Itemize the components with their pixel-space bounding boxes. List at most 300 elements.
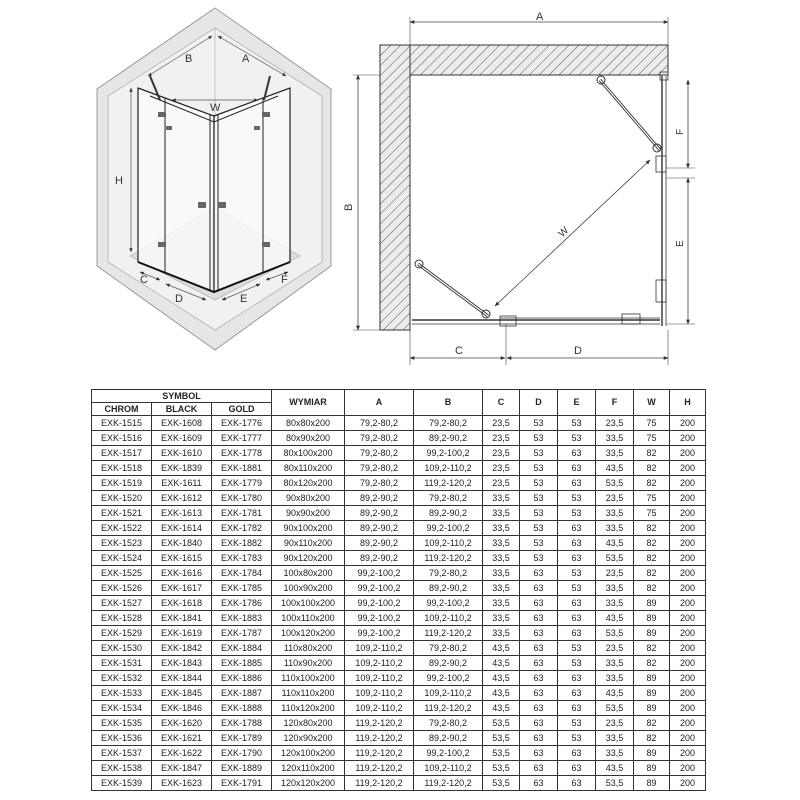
table-cell: 99,2-100,2 bbox=[414, 671, 483, 686]
table-cell: EXK-1526 bbox=[92, 581, 152, 596]
table-cell: 200 bbox=[670, 506, 706, 521]
table-cell: EXK-1886 bbox=[212, 671, 272, 686]
table-cell: EXK-1888 bbox=[212, 701, 272, 716]
table-cell: EXK-1790 bbox=[212, 746, 272, 761]
table-row bbox=[92, 641, 706, 656]
table-cell: 63 bbox=[520, 581, 558, 596]
table-cell: EXK-1530 bbox=[92, 641, 152, 656]
table-cell: 82 bbox=[634, 551, 670, 566]
table-cell: EXK-1881 bbox=[212, 461, 272, 476]
table-cell: 43,5 bbox=[596, 611, 634, 626]
table-cell: 63 bbox=[558, 686, 596, 701]
plan-label-b: B bbox=[343, 203, 355, 211]
table-cell: 82 bbox=[634, 521, 670, 536]
plan-label-w: W bbox=[556, 225, 572, 240]
table-cell: 89 bbox=[634, 701, 670, 716]
table-row bbox=[92, 551, 706, 566]
table-cell: 110x90x200 bbox=[272, 656, 345, 671]
table-cell: 82 bbox=[634, 641, 670, 656]
iso-label-d: D bbox=[175, 293, 183, 305]
col-header-black: BLACK bbox=[152, 403, 212, 416]
table-row bbox=[92, 506, 706, 521]
table-cell: 33,5 bbox=[596, 446, 634, 461]
table-cell: 200 bbox=[670, 521, 706, 536]
symbol-header: SYMBOL bbox=[92, 390, 272, 403]
table-cell: 89 bbox=[634, 626, 670, 641]
table-cell: 63 bbox=[558, 626, 596, 641]
table-cell: 200 bbox=[670, 641, 706, 656]
iso-label-b: B bbox=[185, 53, 193, 65]
col-header-f: F bbox=[596, 390, 634, 416]
table-cell: 90x100x200 bbox=[272, 521, 345, 536]
table-cell: 82 bbox=[634, 566, 670, 581]
table-cell: 89 bbox=[634, 671, 670, 686]
table-cell: 33,5 bbox=[596, 521, 634, 536]
table-cell: 33,5 bbox=[596, 671, 634, 686]
table-cell: 79,2-80,2 bbox=[345, 476, 414, 491]
table-cell: 82 bbox=[634, 731, 670, 746]
table-row bbox=[92, 536, 706, 551]
table-cell: EXK-1882 bbox=[212, 536, 272, 551]
table-cell: 33,5 bbox=[483, 581, 520, 596]
table-cell: 23,5 bbox=[483, 461, 520, 476]
plan-label-e: E bbox=[675, 240, 686, 247]
table-cell: EXK-1840 bbox=[152, 536, 212, 551]
table-cell: 89,2-90,2 bbox=[345, 521, 414, 536]
table-cell: 82 bbox=[634, 716, 670, 731]
table-cell: 99,2-100,2 bbox=[345, 611, 414, 626]
table-row bbox=[92, 626, 706, 641]
table-cell: 53,5 bbox=[596, 701, 634, 716]
table-cell: 79,2-80,2 bbox=[414, 416, 483, 431]
table-cell: 80x100x200 bbox=[272, 446, 345, 461]
table-row bbox=[92, 476, 706, 491]
table-cell: 33,5 bbox=[596, 506, 634, 521]
table-row bbox=[92, 761, 706, 776]
table-cell: EXK-1845 bbox=[152, 686, 212, 701]
table-cell: EXK-1609 bbox=[152, 431, 212, 446]
table-cell: 82 bbox=[634, 581, 670, 596]
table-cell: 119,2-120,2 bbox=[414, 626, 483, 641]
table-cell: 109,2-110,2 bbox=[414, 461, 483, 476]
table-cell: 33,5 bbox=[596, 596, 634, 611]
table-cell: 99,2-100,2 bbox=[345, 566, 414, 581]
table-cell: 89 bbox=[634, 596, 670, 611]
iso-label-w: W bbox=[210, 102, 221, 114]
table-cell: EXK-1620 bbox=[152, 716, 212, 731]
col-header-b: B bbox=[414, 390, 483, 416]
table-cell: EXK-1612 bbox=[152, 491, 212, 506]
table-cell: 23,5 bbox=[483, 416, 520, 431]
table-cell: 200 bbox=[670, 776, 706, 791]
table-cell: 53 bbox=[558, 716, 596, 731]
table-cell: 200 bbox=[670, 686, 706, 701]
table-row bbox=[92, 716, 706, 731]
table-cell: 89 bbox=[634, 746, 670, 761]
table-cell: 82 bbox=[634, 461, 670, 476]
table-cell: 63 bbox=[520, 656, 558, 671]
table-cell: 100x100x200 bbox=[272, 596, 345, 611]
table-cell: EXK-1518 bbox=[92, 461, 152, 476]
table-cell: 33,5 bbox=[483, 491, 520, 506]
table-cell: 75 bbox=[634, 506, 670, 521]
table-cell: 53 bbox=[558, 491, 596, 506]
table-cell: 53 bbox=[558, 731, 596, 746]
table-cell: EXK-1618 bbox=[152, 596, 212, 611]
table-cell: 119,2-120,2 bbox=[345, 731, 414, 746]
table-cell: EXK-1614 bbox=[152, 521, 212, 536]
table-cell: 53 bbox=[520, 416, 558, 431]
table-cell: 200 bbox=[670, 671, 706, 686]
table-cell: EXK-1776 bbox=[212, 416, 272, 431]
plan-label-c: C bbox=[455, 345, 463, 357]
table-row bbox=[92, 431, 706, 446]
table-cell: 82 bbox=[634, 476, 670, 491]
table-cell: 63 bbox=[558, 611, 596, 626]
table-row bbox=[92, 596, 706, 611]
table-cell: 63 bbox=[520, 596, 558, 611]
table-cell: 53 bbox=[520, 521, 558, 536]
table-cell: EXK-1781 bbox=[212, 506, 272, 521]
table-cell: EXK-1843 bbox=[152, 656, 212, 671]
table-row bbox=[92, 581, 706, 596]
table-cell: 79,2-80,2 bbox=[414, 641, 483, 656]
table-row bbox=[92, 746, 706, 761]
table-cell: 63 bbox=[558, 446, 596, 461]
table-row bbox=[92, 701, 706, 716]
table-cell: 79,2-80,2 bbox=[414, 716, 483, 731]
table-cell: EXK-1613 bbox=[152, 506, 212, 521]
table-cell: 53,5 bbox=[596, 626, 634, 641]
table-cell: 200 bbox=[670, 446, 706, 461]
table-cell: 119,2-120,2 bbox=[345, 776, 414, 791]
table-cell: 99,2-100,2 bbox=[345, 596, 414, 611]
table-cell: 89,2-90,2 bbox=[414, 506, 483, 521]
table-cell: 89,2-90,2 bbox=[414, 656, 483, 671]
table-cell: 119,2-120,2 bbox=[414, 551, 483, 566]
table-cell: EXK-1789 bbox=[212, 731, 272, 746]
table-cell: 100x80x200 bbox=[272, 566, 345, 581]
table-cell: 33,5 bbox=[483, 596, 520, 611]
table-cell: 53 bbox=[558, 416, 596, 431]
table-cell: 89,2-90,2 bbox=[345, 551, 414, 566]
table-row bbox=[92, 671, 706, 686]
iso-label-h: H bbox=[115, 175, 123, 187]
table-cell: 120x120x200 bbox=[272, 776, 345, 791]
table-cell: 23,5 bbox=[596, 491, 634, 506]
table-cell: 63 bbox=[520, 641, 558, 656]
table-cell: 80x110x200 bbox=[272, 461, 345, 476]
table-cell: 23,5 bbox=[596, 566, 634, 581]
table-cell: EXK-1785 bbox=[212, 581, 272, 596]
table-cell: EXK-1621 bbox=[152, 731, 212, 746]
table-cell: 119,2-120,2 bbox=[414, 776, 483, 791]
table-cell: 110x80x200 bbox=[272, 641, 345, 656]
table-cell: EXK-1619 bbox=[152, 626, 212, 641]
table-cell: 200 bbox=[670, 416, 706, 431]
table-cell: EXK-1523 bbox=[92, 536, 152, 551]
table-row bbox=[92, 461, 706, 476]
table-cell: 80x120x200 bbox=[272, 476, 345, 491]
table-cell: 200 bbox=[670, 566, 706, 581]
table-cell: 89,2-90,2 bbox=[345, 506, 414, 521]
table-cell: 43,5 bbox=[483, 656, 520, 671]
table-cell: 89 bbox=[634, 686, 670, 701]
table-cell: 200 bbox=[670, 476, 706, 491]
table-cell: 200 bbox=[670, 746, 706, 761]
table-cell: 200 bbox=[670, 761, 706, 776]
table-cell: 120x90x200 bbox=[272, 731, 345, 746]
table-cell: 100x110x200 bbox=[272, 611, 345, 626]
table-cell: EXK-1528 bbox=[92, 611, 152, 626]
table-cell: EXK-1529 bbox=[92, 626, 152, 641]
table-cell: 79,2-80,2 bbox=[345, 461, 414, 476]
table-cell: EXK-1883 bbox=[212, 611, 272, 626]
table-cell: 200 bbox=[670, 716, 706, 731]
table-cell: 63 bbox=[520, 731, 558, 746]
table-cell: 200 bbox=[670, 581, 706, 596]
table-cell: 63 bbox=[520, 701, 558, 716]
table-cell: 110x110x200 bbox=[272, 686, 345, 701]
table-cell: 63 bbox=[558, 536, 596, 551]
table-cell: 89 bbox=[634, 776, 670, 791]
table-cell: 109,2-110,2 bbox=[345, 701, 414, 716]
table-cell: 63 bbox=[520, 716, 558, 731]
table-cell: EXK-1527 bbox=[92, 596, 152, 611]
table-cell: 200 bbox=[670, 656, 706, 671]
table-cell: EXK-1610 bbox=[152, 446, 212, 461]
table-cell: 100x120x200 bbox=[272, 626, 345, 641]
table-cell: 200 bbox=[670, 536, 706, 551]
table-cell: EXK-1777 bbox=[212, 431, 272, 446]
table-cell: 23,5 bbox=[483, 431, 520, 446]
table-cell: EXK-1885 bbox=[212, 656, 272, 671]
table-cell: 53,5 bbox=[483, 761, 520, 776]
iso-label-f: F bbox=[281, 274, 288, 286]
table-cell: 33,5 bbox=[483, 506, 520, 521]
table-row bbox=[92, 521, 706, 536]
table-cell: EXK-1841 bbox=[152, 611, 212, 626]
table-cell: 99,2-100,2 bbox=[345, 626, 414, 641]
table-cell: 109,2-110,2 bbox=[345, 656, 414, 671]
table-cell: EXK-1780 bbox=[212, 491, 272, 506]
table-cell: 110x120x200 bbox=[272, 701, 345, 716]
table-cell: 200 bbox=[670, 461, 706, 476]
table-cell: EXK-1519 bbox=[92, 476, 152, 491]
table-cell: 99,2-100,2 bbox=[414, 746, 483, 761]
table-cell: 33,5 bbox=[483, 551, 520, 566]
table-cell: 43,5 bbox=[596, 461, 634, 476]
table-cell: 79,2-80,2 bbox=[414, 491, 483, 506]
table-cell: EXK-1617 bbox=[152, 581, 212, 596]
table-cell: EXK-1783 bbox=[212, 551, 272, 566]
table-cell: 110x100x200 bbox=[272, 671, 345, 686]
table-cell: 75 bbox=[634, 431, 670, 446]
table-cell: 43,5 bbox=[483, 701, 520, 716]
table-cell: EXK-1524 bbox=[92, 551, 152, 566]
table-cell: 99,2-100,2 bbox=[414, 521, 483, 536]
table-cell: 119,2-120,2 bbox=[414, 476, 483, 491]
table-cell: 63 bbox=[520, 671, 558, 686]
col-header-wymiar: WYMIAR bbox=[272, 390, 345, 416]
table-cell: 53 bbox=[520, 461, 558, 476]
table-cell: 89,2-90,2 bbox=[414, 581, 483, 596]
table-cell: 43,5 bbox=[596, 686, 634, 701]
table-cell: EXK-1889 bbox=[212, 761, 272, 776]
table-row bbox=[92, 656, 706, 671]
table-cell: 109,2-110,2 bbox=[345, 641, 414, 656]
table-cell: 90x90x200 bbox=[272, 506, 345, 521]
table-cell: 33,5 bbox=[483, 566, 520, 581]
table-cell: 33,5 bbox=[596, 581, 634, 596]
table-row bbox=[92, 566, 706, 581]
table-cell: 63 bbox=[558, 701, 596, 716]
table-cell: 90x110x200 bbox=[272, 536, 345, 551]
table-cell: 119,2-120,2 bbox=[414, 701, 483, 716]
table-row bbox=[92, 446, 706, 461]
table-cell: 23,5 bbox=[596, 416, 634, 431]
table-row bbox=[92, 731, 706, 746]
table-cell: EXK-1615 bbox=[152, 551, 212, 566]
table-cell: 53 bbox=[520, 506, 558, 521]
table-cell: 53 bbox=[558, 431, 596, 446]
col-header-e: E bbox=[558, 390, 596, 416]
table-cell: 82 bbox=[634, 656, 670, 671]
table-cell: 79,2-80,2 bbox=[345, 431, 414, 446]
table-cell: 63 bbox=[520, 776, 558, 791]
table-row bbox=[92, 686, 706, 701]
table-cell: 63 bbox=[558, 776, 596, 791]
table-cell: 63 bbox=[520, 761, 558, 776]
table-cell: 200 bbox=[670, 731, 706, 746]
table-cell: EXK-1611 bbox=[152, 476, 212, 491]
table-cell: 109,2-110,2 bbox=[414, 686, 483, 701]
technical-drawings bbox=[0, 0, 800, 390]
table-cell: EXK-1534 bbox=[92, 701, 152, 716]
table-cell: 53,5 bbox=[596, 551, 634, 566]
table-cell: 100x90x200 bbox=[272, 581, 345, 596]
table-cell: 63 bbox=[520, 686, 558, 701]
table-cell: EXK-1616 bbox=[152, 566, 212, 581]
table-cell: 53,5 bbox=[483, 776, 520, 791]
table-cell: EXK-1842 bbox=[152, 641, 212, 656]
col-header-gold: GOLD bbox=[212, 403, 272, 416]
table-cell: EXK-1622 bbox=[152, 746, 212, 761]
table-cell: EXK-1788 bbox=[212, 716, 272, 731]
table-cell: 63 bbox=[558, 671, 596, 686]
table-cell: EXK-1839 bbox=[152, 461, 212, 476]
table-cell: 53,5 bbox=[596, 476, 634, 491]
table-row bbox=[92, 611, 706, 626]
table-cell: EXK-1521 bbox=[92, 506, 152, 521]
table-row bbox=[92, 416, 706, 431]
table-cell: 89,2-90,2 bbox=[345, 536, 414, 551]
table-cell: 63 bbox=[520, 566, 558, 581]
table-cell: 53 bbox=[520, 446, 558, 461]
specification-table bbox=[91, 389, 706, 791]
table-cell: 99,2-100,2 bbox=[414, 446, 483, 461]
table-cell: 43,5 bbox=[483, 641, 520, 656]
table-cell: 63 bbox=[558, 461, 596, 476]
table-cell: 79,2-80,2 bbox=[414, 566, 483, 581]
table-cell: 53 bbox=[520, 536, 558, 551]
iso-label-c: C bbox=[140, 274, 148, 286]
table-cell: 53 bbox=[558, 566, 596, 581]
table-cell: 33,5 bbox=[596, 731, 634, 746]
table-cell: 53 bbox=[520, 476, 558, 491]
table-cell: EXK-1522 bbox=[92, 521, 152, 536]
table-cell: 63 bbox=[558, 521, 596, 536]
plan-label-a: A bbox=[536, 11, 544, 23]
table-cell: 53 bbox=[558, 641, 596, 656]
table-cell: EXK-1786 bbox=[212, 596, 272, 611]
table-cell: 99,2-100,2 bbox=[345, 581, 414, 596]
table-cell: 80x80x200 bbox=[272, 416, 345, 431]
table-cell: 109,2-110,2 bbox=[414, 536, 483, 551]
table-cell: 33,5 bbox=[483, 611, 520, 626]
table-cell: 200 bbox=[670, 701, 706, 716]
col-header-chrom: CHROM bbox=[92, 403, 152, 416]
table-cell: 43,5 bbox=[483, 686, 520, 701]
table-cell: 90x80x200 bbox=[272, 491, 345, 506]
table-cell: 33,5 bbox=[596, 746, 634, 761]
table-cell: EXK-1531 bbox=[92, 656, 152, 671]
table-cell: 80x90x200 bbox=[272, 431, 345, 446]
table-cell: EXK-1516 bbox=[92, 431, 152, 446]
table-cell: EXK-1539 bbox=[92, 776, 152, 791]
table-cell: 63 bbox=[520, 746, 558, 761]
table-cell: EXK-1520 bbox=[92, 491, 152, 506]
table-cell: 200 bbox=[670, 431, 706, 446]
table-cell: EXK-1787 bbox=[212, 626, 272, 641]
table-cell: 89 bbox=[634, 611, 670, 626]
table-cell: 82 bbox=[634, 536, 670, 551]
table-cell: 53,5 bbox=[483, 716, 520, 731]
table-cell: 90x120x200 bbox=[272, 551, 345, 566]
table-cell: EXK-1846 bbox=[152, 701, 212, 716]
table-cell: 63 bbox=[558, 476, 596, 491]
table-cell: 200 bbox=[670, 611, 706, 626]
table-cell: EXK-1887 bbox=[212, 686, 272, 701]
table-cell: 23,5 bbox=[483, 446, 520, 461]
col-header-d: D bbox=[520, 390, 558, 416]
table-cell: EXK-1778 bbox=[212, 446, 272, 461]
table-cell: EXK-1884 bbox=[212, 641, 272, 656]
table-cell: 120x110x200 bbox=[272, 761, 345, 776]
table-cell: 43,5 bbox=[483, 671, 520, 686]
table-cell: EXK-1535 bbox=[92, 716, 152, 731]
table-cell: 43,5 bbox=[596, 761, 634, 776]
table-cell: 120x100x200 bbox=[272, 746, 345, 761]
table-cell: 63 bbox=[520, 611, 558, 626]
table-cell: 33,5 bbox=[483, 521, 520, 536]
table-cell: 33,5 bbox=[483, 626, 520, 641]
col-header-c: C bbox=[483, 390, 520, 416]
table-cell: EXK-1847 bbox=[152, 761, 212, 776]
table-cell: EXK-1844 bbox=[152, 671, 212, 686]
table-cell: 89,2-90,2 bbox=[414, 731, 483, 746]
table-cell: 53 bbox=[520, 431, 558, 446]
plan-label-d: D bbox=[574, 345, 582, 357]
table-cell: 79,2-80,2 bbox=[345, 416, 414, 431]
table-cell: 119,2-120,2 bbox=[345, 716, 414, 731]
plan-top-wall bbox=[380, 45, 668, 75]
isometric-view bbox=[97, 8, 331, 350]
table-cell: 109,2-110,2 bbox=[345, 671, 414, 686]
table-cell: EXK-1623 bbox=[152, 776, 212, 791]
table-cell: 53,5 bbox=[483, 746, 520, 761]
table-cell: 23,5 bbox=[483, 476, 520, 491]
